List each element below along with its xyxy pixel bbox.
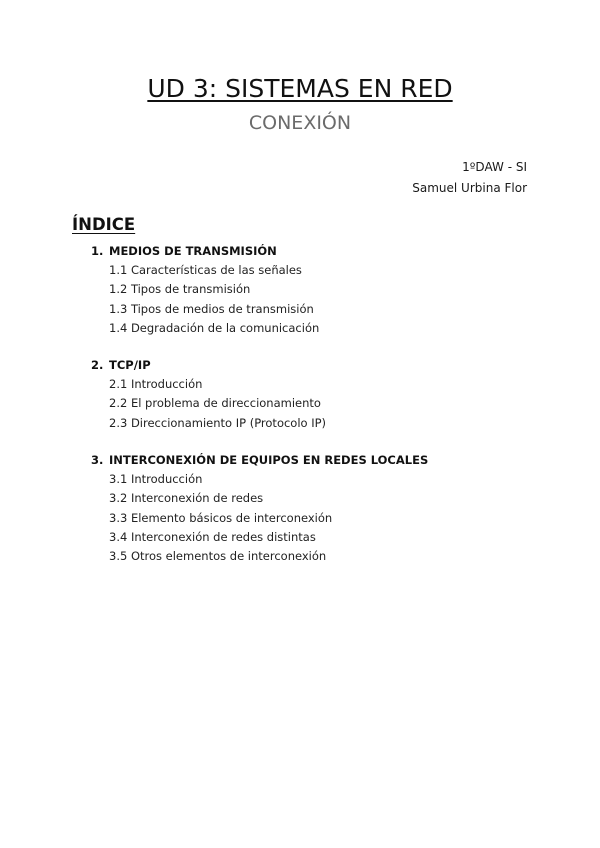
section-title bbox=[91, 358, 151, 372]
toc-item: 3.3 Elemento básicos de interconexión bbox=[109, 511, 333, 525]
toc-item: 3.4 Interconexión de redes distintas bbox=[109, 530, 316, 544]
toc-item: 3.5 Otros elementos de interconexión bbox=[109, 549, 327, 563]
toc-item: 3.1 Introducción bbox=[109, 472, 203, 486]
toc-item: 1.1 Características de las señales bbox=[109, 263, 302, 277]
section-label: TCP/IP bbox=[109, 358, 151, 372]
toc-item: 1.3 Tipos de medios de transmisión bbox=[109, 302, 314, 316]
index-heading: ÍNDICE bbox=[72, 215, 136, 234]
section-label: INTERCONEXIÓN DE EQUIPOS EN REDES LOCALES bbox=[109, 453, 429, 467]
document-subtitle: CONEXIÓN bbox=[248, 112, 352, 134]
toc-item: 1.2 Tipos de transmisión bbox=[109, 282, 251, 296]
section-title bbox=[91, 453, 428, 467]
toc-item: 2.3 Direccionamiento IP (Protocolo IP) bbox=[109, 416, 327, 430]
toc-item: 1.4 Degradación de la comunicación bbox=[109, 321, 320, 335]
document-title: UD 3: SISTEMAS EN RED bbox=[147, 74, 453, 103]
section-number: 1. bbox=[91, 244, 104, 258]
toc-item: 2.1 Introducción bbox=[109, 377, 203, 391]
toc-item: 2.2 El problema de direccionamiento bbox=[109, 396, 321, 410]
section-number: 2. bbox=[91, 358, 104, 372]
author-name: Samuel Urbina Flor bbox=[412, 181, 527, 195]
course-label: 1ºDAW - SI bbox=[462, 160, 527, 174]
document-meta bbox=[412, 157, 527, 199]
toc-item: 3.2 Interconexión de redes bbox=[109, 491, 264, 505]
section-label: MEDIOS DE TRANSMISIÓN bbox=[109, 244, 277, 258]
section-title bbox=[91, 244, 277, 258]
section-number: 3. bbox=[91, 453, 104, 467]
